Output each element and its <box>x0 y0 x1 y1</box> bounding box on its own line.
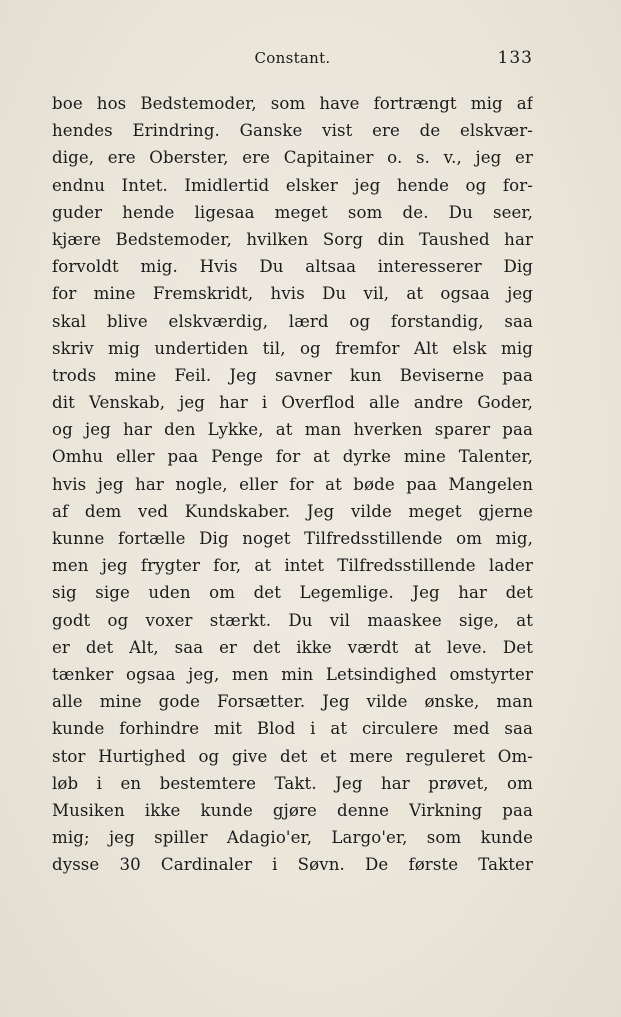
text-line: forvoldt mig. Hvis Du altsaa interesserer Dig <box>52 257 533 277</box>
text-line: hvis jeg har nogle, eller for at bøde paa Mangelen <box>52 474 533 494</box>
running-title: Constant. <box>254 49 331 67</box>
text-line: guder hende ligesaa meget som de. Du seer, <box>52 202 533 222</box>
text-line: kunde forhindre mit Blod i at circulere med saa <box>52 719 533 739</box>
page-number: 133 <box>497 48 533 68</box>
text-line: er det Alt, saa er det ikke værdt at leve. Det <box>52 637 533 657</box>
text-line: men jeg frygter for, at intet Tilfredsstillende lader <box>52 556 533 576</box>
body-text <box>52 90 533 878</box>
running-head <box>52 46 533 70</box>
text-line: boe hos Bedstemoder, som have fortrængt mig af <box>52 94 533 113</box>
text-line: dysse 30 Cardinaler i Søvn. De første Takter <box>52 855 533 875</box>
text-line: Omhu eller paa Penge for at dyrke mine Talenter, <box>52 447 533 467</box>
text-line: alle mine gode Forsætter. Jeg vilde ønske, man <box>52 692 533 712</box>
text-line: dige, ere Oberster, ere Capitainer o. s. v., jeg er <box>52 148 533 168</box>
text-line: kunne fortælle Dig noget Tilfredsstillende om mig, <box>52 529 533 548</box>
text-line: dit Venskab, jeg har i Overflod alle andre Goder, <box>52 393 533 413</box>
text-line: trods mine Feil. Jeg savner kun Beviserne paa <box>52 365 533 385</box>
text-line: stor Hurtighed og give det et mere reguleret Om- <box>52 746 533 766</box>
text-line: løb i en bestemtere Takt. Jeg har prøvet, om <box>52 773 533 793</box>
text-line: kjære Bedstemoder, hvilken Sorg din Taushed har <box>52 229 533 249</box>
text-line: hendes Erindring. Ganske vist ere de elskvær- <box>52 121 533 141</box>
text-line: for mine Fremskridt, hvis Du vil, at ogsaa jeg <box>52 284 533 304</box>
text-line: af dem ved Kundskaber. Jeg vilde meget gjerne <box>52 501 533 521</box>
text-line: og jeg har den Lykke, at man hverken sparer paa <box>52 420 533 440</box>
text-line: endnu Intet. Imidlertid elsker jeg hende og for- <box>52 175 533 195</box>
text-line: godt og voxer stærkt. Du vil maaskee sige, at <box>52 610 533 630</box>
text-line: skriv mig undertiden til, og fremfor Alt elsk mig <box>52 338 533 358</box>
text-line: Musiken ikke kunde gjøre denne Virkning paa <box>52 800 533 820</box>
text-line: sig sige uden om det Legemlige. Jeg har det <box>52 583 533 603</box>
text-line: skal blive elskværdig, lærd og forstandig, saa <box>52 311 533 331</box>
text-line: mig; jeg spiller Adagio'er, Largo'er, som kunde <box>52 828 533 848</box>
text-line: tænker ogsaa jeg, men min Letsindighed omstyrter <box>52 664 533 684</box>
